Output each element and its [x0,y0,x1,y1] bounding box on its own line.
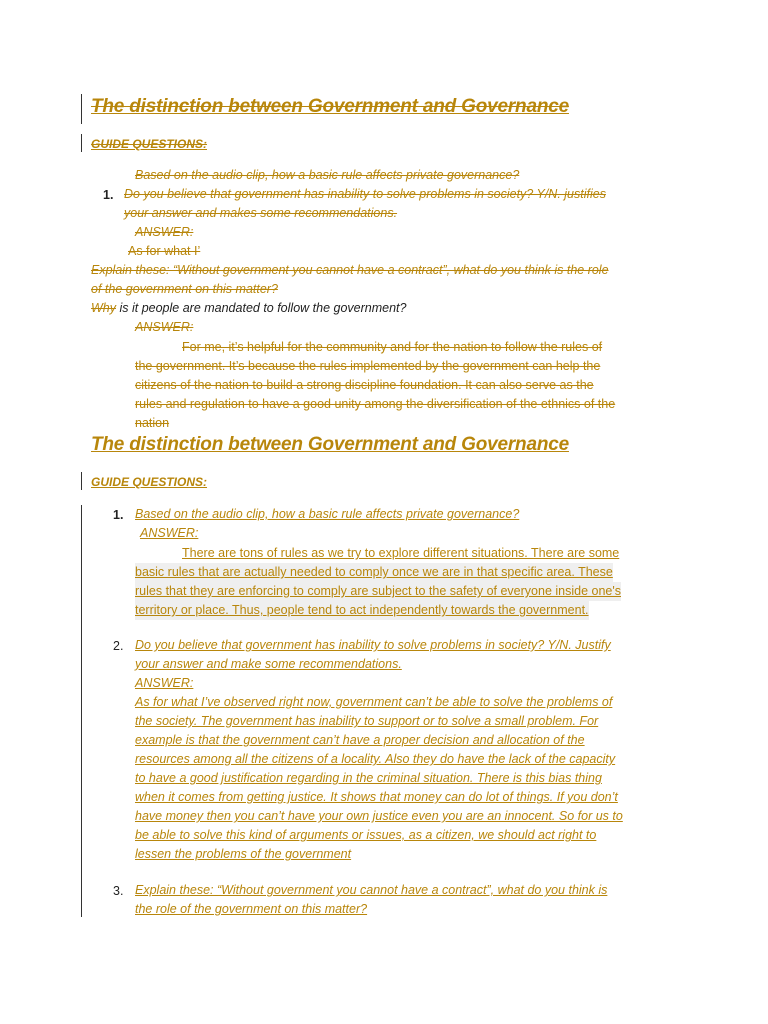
change-bar [81,134,82,152]
section2-q1-answer-line: basic rules that are actually needed to comply once we are in that specific area. These [135,563,613,582]
section1-answer2-label: ANSWER: [135,320,194,334]
section2-q2-answer-line: when it comes from getting justice. It shows that money can do lot of things. If you don’t [135,790,618,804]
section2-q2-answer-line: resources among all the citizens of a locality. Also they do have the lack of the capacity [135,752,616,766]
section2-q3-number: 3. [113,884,124,898]
section2-q2-answer-line: As for what I’ve observed right now, government can’t be able to solve the problems of [135,695,613,709]
section1-para-line: citizens of the nation to build a strong discipline foundation. It can also serve as the [135,378,594,392]
section2-q2-answer-line: example is that the government can’t have a proper decision and allocation of the [135,733,585,747]
section1-q1-line2: your answer and makes some recommendations. [124,206,398,220]
section2-q1-answer-label: ANSWER: [140,526,199,540]
section1-explain-line1: Explain these: “Without government you cannot have a contract”, what do you think is the role [91,263,609,277]
section1-title: The distinction between Government and Governance [91,96,569,117]
section2-q2-answer-label: ANSWER: [135,676,194,690]
section2-title: The distinction between Government and Governance [91,434,569,455]
section1-explain-line2: of the government on this matter? [91,282,278,296]
deleted-word: Why [91,301,116,315]
section1-para-line: For me, it’s helpful for the community and for the nation to follow the rules of [182,340,603,354]
change-bar [81,94,82,124]
section1-para-line: the government. It’s because the rules implemented by the government can help the [135,359,601,373]
section2-guide-heading: GUIDE QUESTIONS: [91,475,208,489]
section2-q1-number: 1. [113,508,124,522]
section1-answer-text: As for what I’ [128,244,201,258]
section1-para-line: rules and regulation to have a good unity among the diversification of the ethnics of the [135,397,616,411]
section2-q2-answer-line: the society. The government has inability to support or to solve a small problem. For [135,714,599,728]
section1-para-line: nation [135,416,170,430]
section2-q2-answer-line: lessen the problems of the government [135,847,352,861]
why-question-text: is it people are mandated to follow the government? [116,301,407,315]
change-bar [81,505,82,917]
section2-q2-answer-line: to have a good justification regarding in the criminal situation. There is this bias thing [135,771,602,785]
section2-q2-answer-line: have money then you can’t have your own justice even you are an innocent. So for us to [135,809,623,823]
section1-why-question [91,299,406,318]
section2-q1-text: Based on the audio clip, how a basic rule affects private governance? [135,507,520,521]
section2-q2-answer-line: be able to solve this kind of arguments or issues, as a citizen, we should act right to [135,828,597,842]
section1-q1-line1: Do you believe that government has inability to solve problems in society? Y/N. justifies [124,187,606,201]
section2-q2-line2: your answer and make some recommendations. [135,657,402,671]
section1-guide-heading: GUIDE QUESTIONS: [91,137,208,151]
section2-q3-line2: the role of the government on this matter? [135,902,368,916]
section1-audio-question: Based on the audio clip, how a basic rule affects private governance? [135,168,520,182]
section1-answer-label: ANSWER: [135,225,194,239]
section2-q2-line1: Do you believe that government has inability to solve problems in society? Y/N. Justify [135,638,611,652]
section2-q1-answer-line: rules that they are enforcing to comply are subject to the safety of everyone inside one's [135,582,621,601]
section2-q3-line1: Explain these: “Without government you cannot have a contract”, what do you think is [135,883,608,897]
section2-q2-number: 2. [113,639,124,653]
section2-q1-answer-line: territory or place. Thus, people tend to act independently towards the government. [135,601,589,620]
section2-q1-answer-line: There are tons of rules as we try to explore different situations. There are some [182,546,620,560]
change-bar [81,472,82,490]
section1-q1-number: 1. [103,188,114,202]
